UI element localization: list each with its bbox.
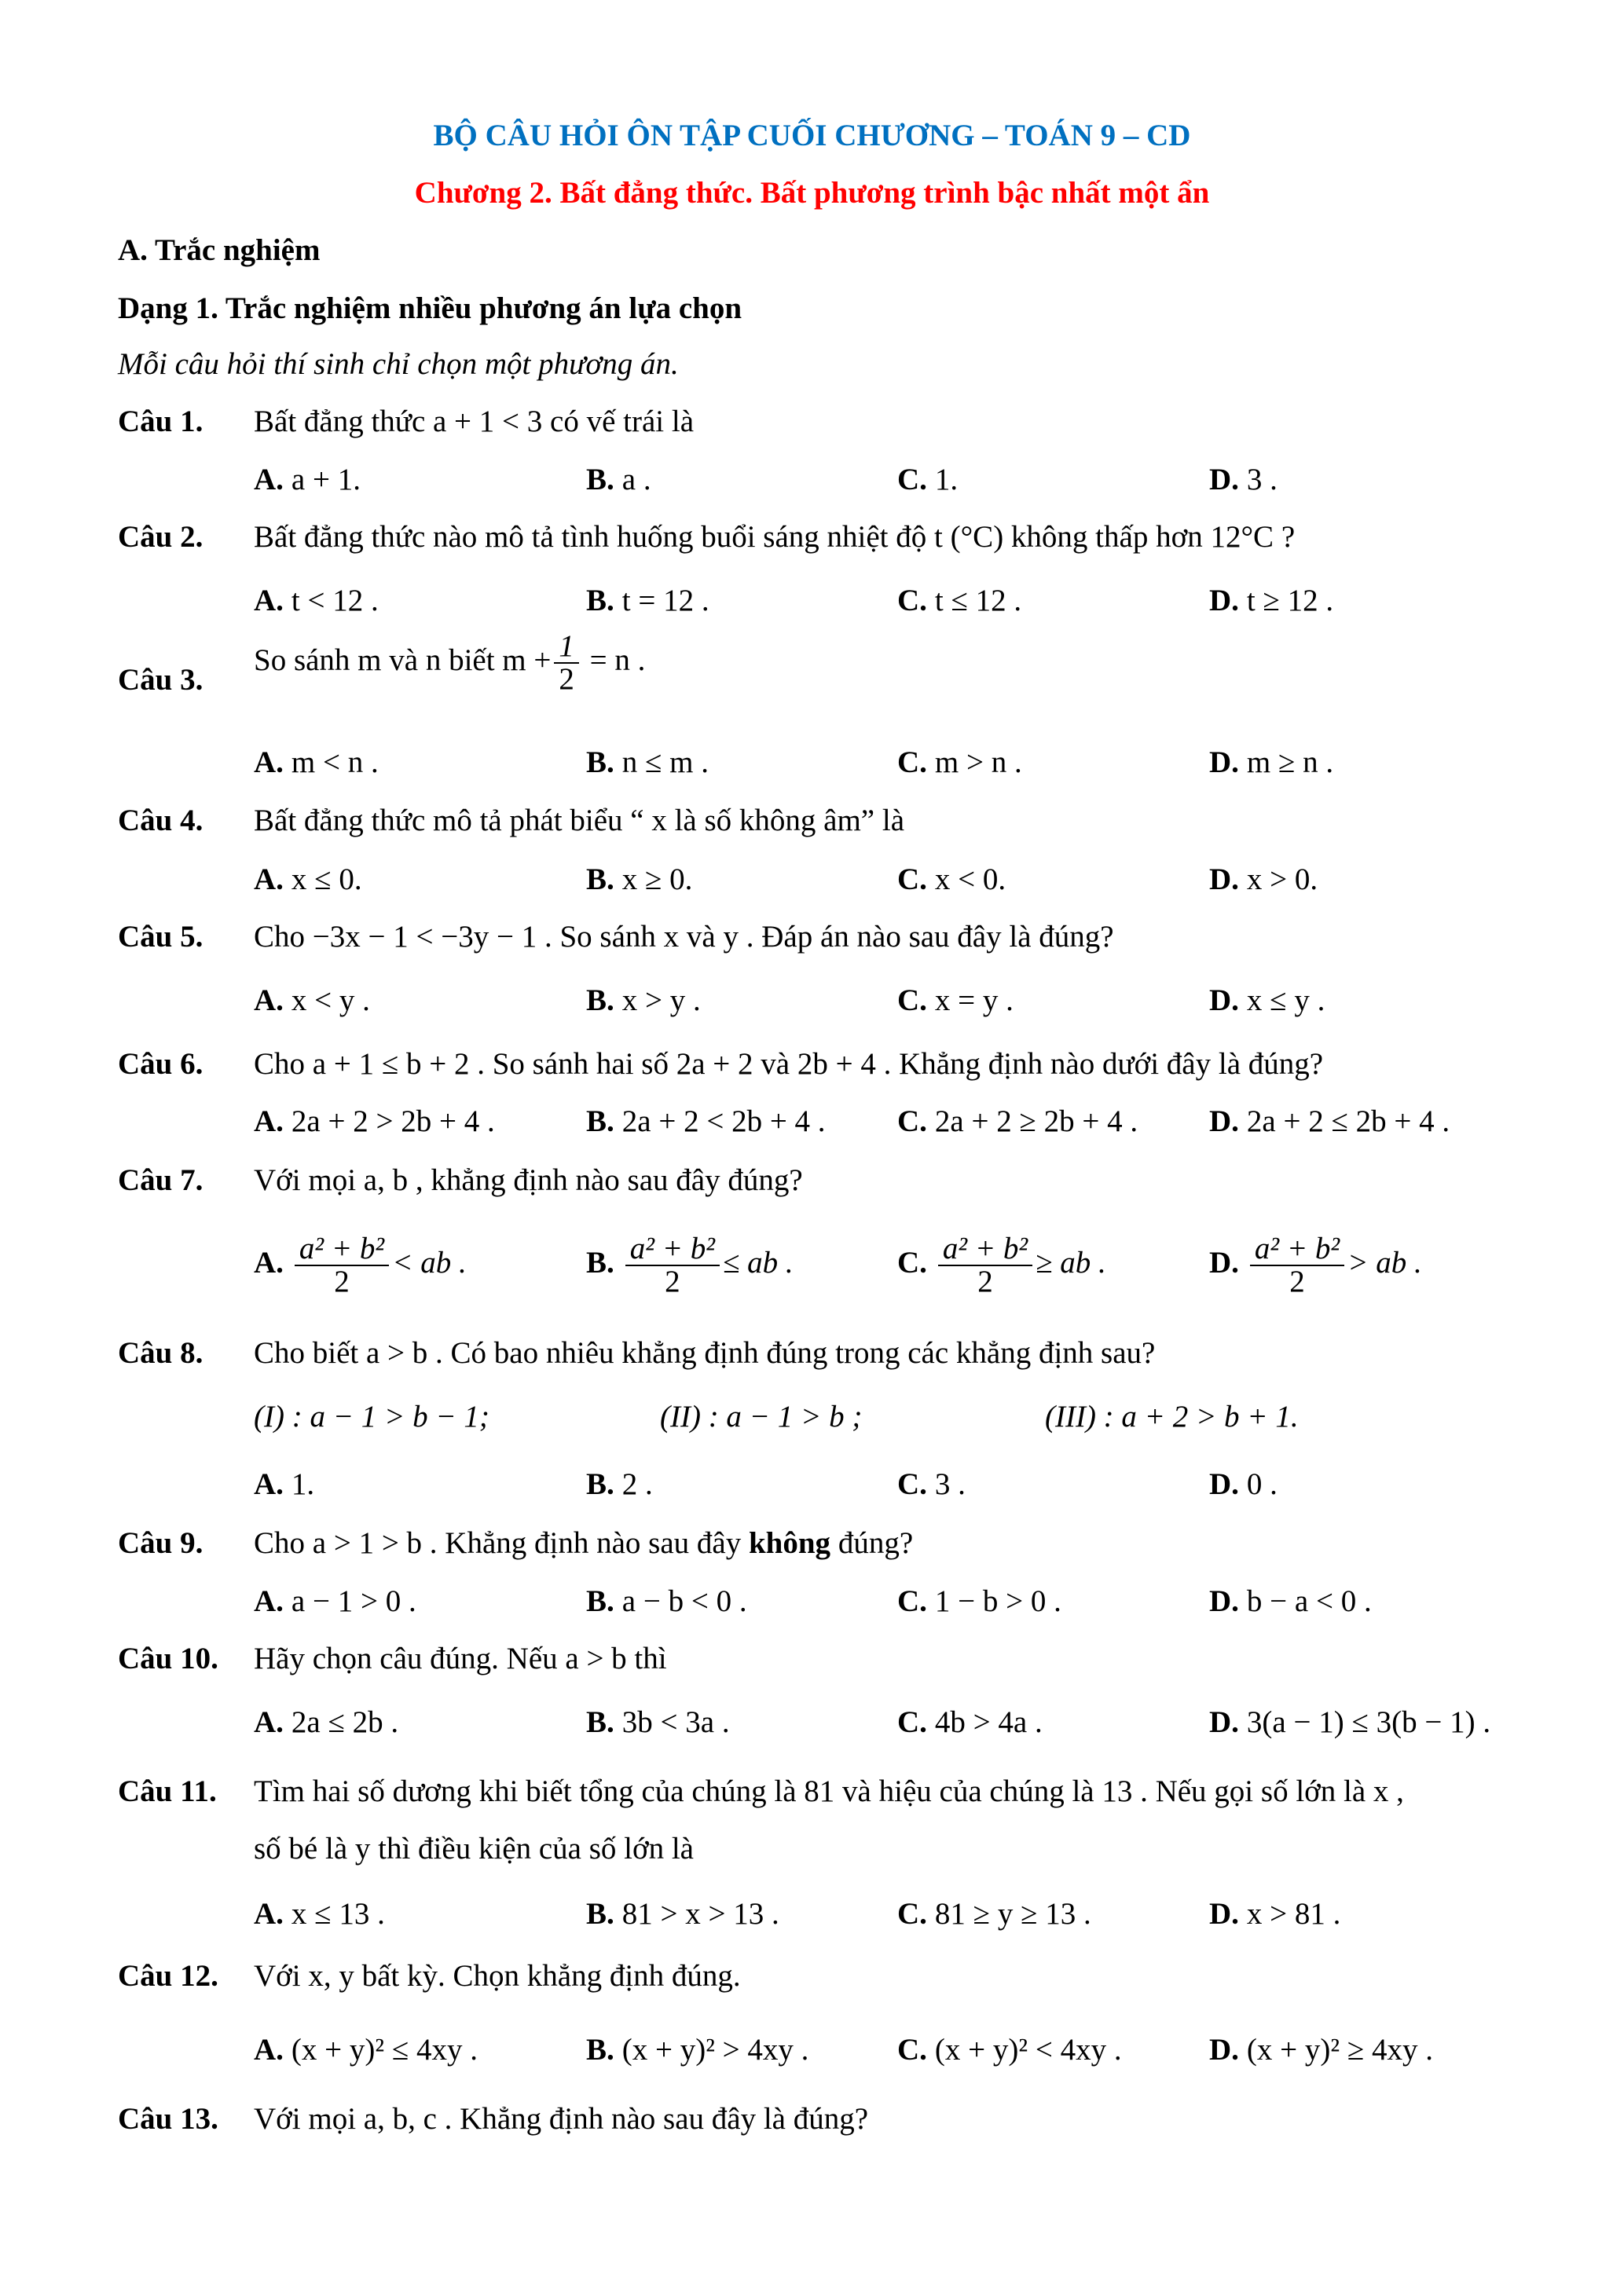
answer-option-b[interactable] [586,1104,826,1140]
option-text: b − a < 0 . [1246,1584,1372,1618]
chapter-subtitle: Chương 2. Bất đẳng thức. Bất phương trình bậc nhất một ẩn [414,176,1210,210]
fraction-denominator: 2 [559,662,574,696]
answer-option-d[interactable] [1209,583,1333,619]
option-relation: < ab . [392,1245,467,1280]
question-stem [254,1958,741,1994]
option-label: B. [586,463,614,496]
option-text: 1. [934,463,959,496]
answer-option-d[interactable] [1209,1467,1278,1503]
answer-option-a[interactable] [254,862,362,898]
option-label: B. [586,1245,614,1280]
option-text: m < n . [291,745,379,779]
question-label: Câu 7. [118,1163,203,1197]
option-text: x > y . [621,983,701,1017]
fraction-numerator: a² + b² [295,1233,389,1266]
question-stem [254,519,1295,555]
option-text: x ≥ 0. [621,862,693,896]
answer-option-c[interactable] [897,1584,1061,1620]
option-label: A. [254,1467,284,1501]
stem-text: Tìm hai số dương khi biết tổng của chúng là 81 và hiệu của chúng là 13 . Nếu gọi số lớn là x , [254,1774,1404,1808]
answer-option-d[interactable] [1209,1104,1450,1140]
answer-option-a[interactable] [254,583,379,619]
option-text: 3b < 3a . [621,1705,730,1739]
option-label: A. [254,584,284,617]
question-label: Câu 5. [118,920,203,954]
option-label: A. [254,1245,284,1280]
answer-option-c[interactable] [897,862,1006,898]
answer-option-c[interactable] [897,1705,1043,1741]
option-label: D. [1209,745,1239,779]
option-text: x ≤ 0. [291,862,362,896]
option-text: (x + y)² < 4xy . [934,2033,1122,2067]
option-text: 81 > x > 13 . [621,1897,779,1931]
option-label: A. [254,1897,284,1931]
option-text: x < y . [291,983,370,1017]
stem-text: Cho a + 1 ≤ b + 2 . So sánh hai số 2a + 2 và 2b + 4 . Khẳng định nào dưới đây là đúng? [254,1047,1324,1081]
stem-text: Bất đẳng thức nào mô tả tình huống buổi sáng nhiệt độ t (°C) không thấp hơn 12°C ? [254,520,1296,554]
question-stem-line2: số bé là y thì điều kiện của số lớn là [254,1832,694,1866]
statement: (III) : a + 2 > b + 1. [1045,1400,1299,1434]
stem-text: Bất đẳng thức a + 1 < 3 có vế trái là [254,405,695,438]
stem-emphasis: không [748,1526,831,1560]
fraction-denominator: 2 [1289,1265,1305,1298]
stem-text: Với mọi a, b, c . Khẳng định nào sau đây là đúng? [254,2102,869,2136]
option-label: A. [254,983,284,1017]
option-label: A. [254,1705,284,1739]
answer-option-a[interactable] [254,1233,467,1298]
option-label: B. [586,1467,614,1501]
answer-option-c[interactable] [897,1104,1138,1140]
option-relation: ≥ ab . [1036,1245,1106,1280]
option-text: 2a ≤ 2b . [291,1705,399,1739]
option-text: m > n . [934,745,1022,779]
option-label: B. [586,983,614,1017]
stem-tail: đúng? [838,1526,914,1560]
question-stem [254,919,1114,955]
option-label: A. [254,2033,284,2067]
document-title: BỘ CÂU HỎI ÔN TẬP CUỐI CHƯƠNG – TOÁN 9 – CD [433,119,1191,152]
option-text: (x + y)² ≤ 4xy . [291,2033,478,2067]
option-label: A. [254,463,284,496]
option-text: a − b < 0 . [621,1584,747,1618]
answer-option-b[interactable] [586,1896,779,1932]
option-text: 3 . [934,1467,966,1501]
answer-option-c[interactable] [897,583,1021,619]
option-text: 1 − b > 0 . [934,1584,1061,1618]
option-text: (x + y)² ≥ 4xy . [1246,2033,1433,2067]
stem-text: Với x, y bất kỳ. Chọn khẳng định đúng. [254,1959,741,1993]
option-text: x ≤ 13 . [291,1897,385,1931]
option-text: 4b > 4a . [934,1705,1043,1739]
question-label: Câu 13. [118,2102,218,2136]
question-label: Câu 3. [118,663,203,697]
answer-option-d[interactable] [1209,462,1278,498]
option-text: x < 0. [934,862,1006,896]
option-text: a − 1 > 0 . [291,1584,416,1618]
answer-option-c[interactable] [897,1896,1091,1932]
answer-option-b[interactable] [586,583,709,619]
answer-option-d[interactable] [1209,1705,1490,1741]
answer-option-d[interactable] [1209,983,1325,1019]
stem-text: Cho biết a > b . Có bao nhiêu khẳng định đúng trong các khẳng định sau? [254,1336,1156,1370]
option-text: m ≥ n . [1246,745,1334,779]
option-text: 2a + 2 ≤ 2b + 4 . [1246,1104,1450,1138]
question-label: Câu 10. [118,1642,218,1675]
question-label: Câu 12. [118,1959,218,1993]
option-relation: > ab . [1347,1245,1422,1280]
option-label: D. [1209,1584,1239,1618]
answer-option-c[interactable] [897,1467,966,1503]
answer-option-c[interactable] [897,983,1014,1019]
answer-option-b[interactable] [586,983,701,1019]
question-label: Câu 8. [118,1336,203,1370]
option-text: a . [621,463,651,496]
answer-option-a[interactable] [254,1467,314,1503]
question-stem [254,1525,913,1562]
option-label: C. [897,463,927,496]
answer-option-c[interactable] [897,745,1022,781]
fraction-numerator: a² + b² [1250,1233,1344,1266]
option-label: C. [897,1245,927,1280]
question-label: Câu 11. [118,1774,217,1808]
answer-option-c[interactable] [897,2032,1122,2068]
fraction [295,1233,389,1298]
option-text: t < 12 . [291,584,379,617]
option-label: A. [254,1584,284,1618]
answer-option-a[interactable] [254,1584,416,1620]
option-text: t = 12 . [621,584,709,617]
answer-option-c[interactable] [897,462,958,498]
answer-option-a[interactable] [254,1104,495,1140]
answer-option-d[interactable] [1209,862,1318,898]
fraction [625,1233,720,1298]
question-label: Câu 9. [118,1526,203,1560]
question-stem [254,1641,667,1677]
option-label: B. [586,1104,614,1138]
answer-option-b[interactable] [586,1233,794,1298]
stem-text: Cho −3x − 1 < −3y − 1 . So sánh x và y . Đáp án nào sau đây là đúng? [254,920,1114,954]
fraction-numerator: 1 [554,631,579,664]
answer-option-b[interactable] [586,1584,747,1620]
answer-option-d[interactable] [1209,1233,1422,1298]
stem-tail: = n . [589,643,646,677]
option-label: A. [254,1104,284,1138]
option-text: 3 . [1246,463,1278,496]
fraction-numerator: a² + b² [625,1233,720,1266]
option-label: C. [897,584,927,617]
option-label: B. [586,1897,614,1931]
answer-option-b[interactable] [586,1467,653,1503]
option-text: 81 ≥ y ≥ 13 . [934,1897,1091,1931]
answer-option-d[interactable] [1209,1584,1372,1620]
answer-option-d[interactable] [1209,1896,1340,1932]
question-stem [254,1163,803,1199]
stem-text: Cho a > 1 > b . Khẳng định nào sau đây [254,1526,742,1560]
option-label: C. [897,1897,927,1931]
answer-option-a[interactable] [254,2032,478,2068]
option-text: x ≤ y . [1246,983,1325,1017]
option-text: 2a + 2 > 2b + 4 . [291,1104,495,1138]
option-label: B. [586,745,614,779]
option-label: D. [1209,1897,1239,1931]
option-label: C. [897,1584,927,1618]
option-label: D. [1209,584,1239,617]
question-stem [254,1046,1323,1082]
option-label: B. [586,2033,614,2067]
option-label: A. [254,862,284,896]
statement: (II) : a − 1 > b ; [660,1400,863,1434]
option-text: t ≥ 12 . [1246,584,1334,617]
option-label: C. [897,1467,927,1501]
option-text: 3(a − 1) ≤ 3(b − 1) . [1246,1705,1491,1739]
answer-option-b[interactable] [586,2032,808,2068]
question-stem [254,803,904,839]
fraction [1250,1233,1344,1298]
answer-option-b[interactable] [586,1705,730,1741]
fraction-numerator: a² + b² [938,1233,1032,1266]
option-text: 2a + 2 ≥ 2b + 4 . [934,1104,1138,1138]
question-label: Câu 6. [118,1047,203,1081]
option-label: C. [897,1104,927,1138]
question-stem [254,404,694,440]
option-label: C. [897,862,927,896]
option-label: C. [897,745,927,779]
option-label: D. [1209,1245,1239,1280]
option-label: D. [1209,983,1239,1017]
question-label: Câu 2. [118,520,203,554]
option-text: x = y . [934,983,1014,1017]
option-text: n ≤ m . [621,745,709,779]
option-label: D. [1209,1705,1239,1739]
option-text: (x + y)² > 4xy . [621,2033,809,2067]
option-label: C. [897,1705,927,1739]
section-heading: A. Trắc nghiệm [118,233,321,267]
stem-text: So sánh m và n biết m + [254,643,552,677]
option-label: A. [254,745,284,779]
option-label: B. [586,1705,614,1739]
question-label: Câu 4. [118,804,203,837]
option-text: x > 81 . [1246,1897,1341,1931]
stem-text: Bất đẳng thức mô tả phát biểu “ x là số không âm” là [254,804,905,837]
option-label: D. [1209,463,1239,496]
option-label: D. [1209,1104,1239,1138]
option-text: 2a + 2 < 2b + 4 . [621,1104,826,1138]
answer-option-a[interactable] [254,1705,398,1741]
option-label: C. [897,983,927,1017]
question-stem [254,1335,1155,1371]
answer-option-a[interactable] [254,983,370,1019]
answer-option-d[interactable] [1209,745,1333,781]
option-label: D. [1209,2033,1239,2067]
option-text: t ≤ 12 . [934,584,1022,617]
fraction-denominator: 2 [977,1265,993,1298]
answer-option-d[interactable] [1209,2032,1433,2068]
question-label: Câu 1. [118,405,203,438]
answer-option-b[interactable] [586,462,651,498]
question-stem [254,2101,868,2137]
fraction [554,631,579,695]
stem-text: Với mọi a, b , khẳng định nào sau đây đúng? [254,1163,803,1197]
option-text: x > 0. [1246,862,1318,896]
option-text: 2 . [621,1467,653,1501]
option-text: 0 . [1246,1467,1278,1501]
question-stem [254,1774,1404,1810]
option-text: 1. [291,1467,315,1501]
answer-option-a[interactable] [254,1896,385,1932]
type-heading: Dạng 1. Trắc nghiệm nhiều phương án lựa chọn [118,291,742,325]
option-label: D. [1209,1467,1239,1501]
stem-text: Hãy chọn câu đúng. Nếu a > b thì [254,1642,667,1675]
option-label: B. [586,584,614,617]
option-text: a + 1. [291,463,361,496]
answer-option-b[interactable] [586,745,709,781]
instruction-text: Mỗi câu hỏi thí sinh chỉ chọn một phương án. [118,347,679,381]
statement: (I) : a − 1 > b − 1; [254,1400,489,1434]
question-stem [254,631,645,695]
option-label: D. [1209,862,1239,896]
fraction-denominator: 2 [334,1265,350,1298]
fraction [938,1233,1032,1298]
answer-option-b[interactable] [586,862,692,898]
option-label: B. [586,1584,614,1618]
option-label: B. [586,862,614,896]
answer-option-c[interactable] [897,1233,1106,1298]
option-label: C. [897,2033,927,2067]
fraction-denominator: 2 [665,1265,680,1298]
option-relation: ≤ ab . [722,1245,794,1280]
answer-option-a[interactable] [254,462,361,498]
answer-option-a[interactable] [254,745,379,781]
